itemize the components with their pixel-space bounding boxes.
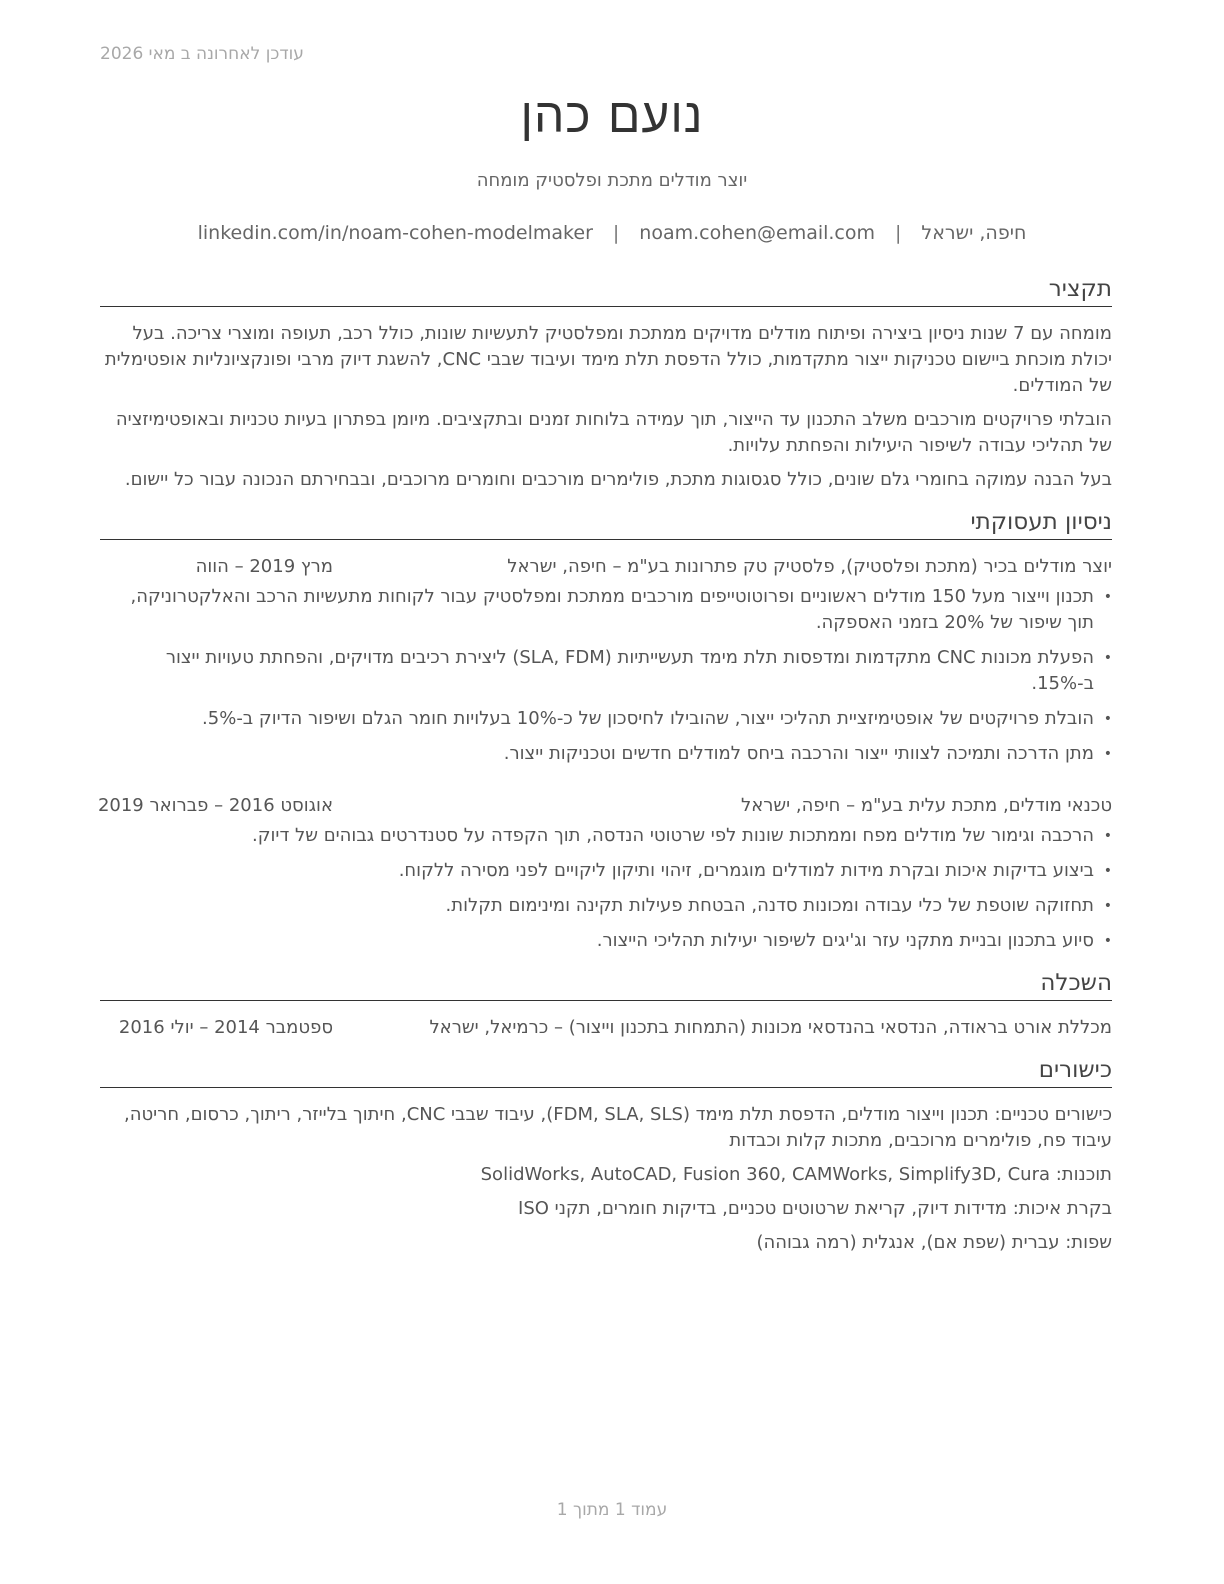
last-updated-note: עודכן לאחרונה ב מאי 2026 [100, 44, 304, 64]
job-bullet: • מתן הדרכה ותמיכה לצוותי ייצור והרכבה ביחס למודלים חדשים וטכניקות ייצור. [100, 741, 1112, 767]
job-header [100, 554, 1112, 580]
job-dates: אוגוסט 2016 – פברואר 2019 [97, 795, 333, 816]
skills-line: כישורים טכניים: תכנון וייצור מודלים, הדפסת תלת מימד (FDM, SLA, SLS), עיבוד שבבי CNC, חיתוך בלייזר, ריתוך, כרסום, חריטה, עיבוד פח, פולימרים מרוכבים, מתכות קלות וכבדות [124, 1104, 1112, 1151]
job-bullets [100, 823, 1112, 954]
job-bullets [100, 584, 1112, 767]
resume-content [97, 274, 1112, 1256]
summary-paragraph: בעל הבנה עמוקה בחומרי גלם שונים, כולל סגסוגות מתכת, פולימרים מורכבים וחומרים מרוכבים, ובבחירתם הנכונה עבור כל יישום. [124, 469, 1112, 490]
experience-section [97, 507, 1112, 954]
section-title-experience: ניסיון תעסוקתי [100, 507, 1112, 540]
job-dates: מרץ 2019 – הווה [195, 556, 333, 577]
contact-email[interactable]: noam.cohen@email.com [639, 222, 876, 244]
contact-separator: | [895, 222, 902, 244]
education-entry [100, 1015, 1112, 1041]
skills-line: שפות: עברית (שפת אם), אנגלית (רמה גבוהה) [756, 1232, 1112, 1253]
job-bullet: • הרכבה וגימור של מודלים מפח וממתכות שונות לפי שרטוטי הנדסה, תוך הקפדה על סטנדרטים גבוהים של דיוק. [100, 823, 1112, 849]
section-title-education: השכלה [100, 968, 1112, 1001]
job-entry [97, 793, 1112, 954]
job-bullet: • תכנון וייצור מעל 150 מודלים ראשוניים ופרוטוטייפים מורכבים ממתכת ומפלסטיק עבור לקוחות מתעשיות הרכב והאלקטרוניקה, תוך שיפור של 20% בזמני האספקה. [100, 584, 1112, 636]
summary-section [100, 274, 1112, 493]
job-entry [100, 554, 1112, 767]
contact-location: חיפה, ישראל [921, 222, 1027, 244]
job-role: יוצר מודלים בכיר (מתכת ופלסטיק), פלסטיק טק פתרונות בע"מ – חיפה, ישראל [507, 556, 1112, 577]
contact-linkedin[interactable]: linkedin.com/in/noam-cohen-modelmaker [197, 222, 593, 244]
skills-line: תוכנות: SolidWorks, AutoCAD, Fusion 360, CAMWorks, Simplify3D, Cura [480, 1164, 1112, 1185]
page-footer: עמוד 1 מתוך 1 [556, 1500, 668, 1520]
contact-separator: | [612, 222, 620, 244]
section-title-skills: כישורים [100, 1055, 1112, 1088]
education-section [100, 968, 1112, 1041]
skills-section [100, 1055, 1112, 1256]
job-role: טכנאי מודלים, מתכת עלית בע"מ – חיפה, ישראל [740, 795, 1112, 816]
job-bullet: • סיוע בתכנון ובניית מתקני עזר וג'יגים לשיפור יעילות תהליכי הייצור. [100, 928, 1112, 954]
candidate-tagline: יוצר מודלים מתכת ופלסטיק מומחה [476, 170, 748, 191]
summary-paragraph: הובלתי פרויקטים מורכבים משלב התכנון עד הייצור, תוך עמידה בלוחות זמנים ובתקציבים. מיומן בפתרון בעיות טכניות ובאופטימיזציה של תהליכי עבודה לשיפור היעילות והפחתת עלויות. [115, 409, 1112, 456]
job-bullet: • תחזוקה שוטפת של כלי עבודה ומכונות סדנה, הבטחת פעילות תקינה ומינימום תקלות. [100, 893, 1112, 919]
candidate-name: נועם כהן [520, 88, 704, 144]
job-bullet: • הובלת פרויקטים של אופטימיזציית תהליכי ייצור, שהובילו לחיסכון של כ-10% בעלויות חומר הגלם ושיפור הדיוק ב-5%. [100, 706, 1112, 732]
contact-line [0, 222, 1224, 244]
skills-line: בקרת איכות: מדידות דיוק, קריאת שרטוטים טכניים, בדיקות חומרים, תקני ISO [518, 1198, 1112, 1219]
education-dates: ספטמבר 2014 – יולי 2016 [118, 1017, 333, 1038]
education-school: מכללת אורט בראודה, הנדסאי בהנדסאי מכונות (התמחות בתכנון וייצור) – כרמיאל, ישראל [429, 1017, 1112, 1038]
job-bullet: • הפעלת מכונות CNC מתקדמות ומדפסות תלת מימד תעשייתיות (SLA, FDM) ליצירת רכיבים מדויקים, והפחתת טעויות ייצור ב-15%. [100, 645, 1112, 697]
summary-paragraph: מומחה עם 7 שנות ניסיון ביצירה ופיתוח מודלים מדויקים ממתכת ומפלסטיק לתעשיות שונות, כולל רכב, תעופה ומוצרי צריכה. בעל יכולת מוכחת ביישום טכניקות ייצור מתקדמות, כולל הדפסת תלת מימד ועיבוד שבבי CNC, להשגת דיוק מרבי ופונקציונליות אופטימלית של המודלים. [104, 323, 1112, 396]
job-header [97, 793, 1112, 819]
section-title-summary: תקציר [100, 274, 1112, 307]
job-bullet: • ביצוע בדיקות איכות ובקרת מידות למודלים מוגמרים, זיהוי ותיקון ליקויים לפני מסירה ללקוח. [100, 858, 1112, 884]
